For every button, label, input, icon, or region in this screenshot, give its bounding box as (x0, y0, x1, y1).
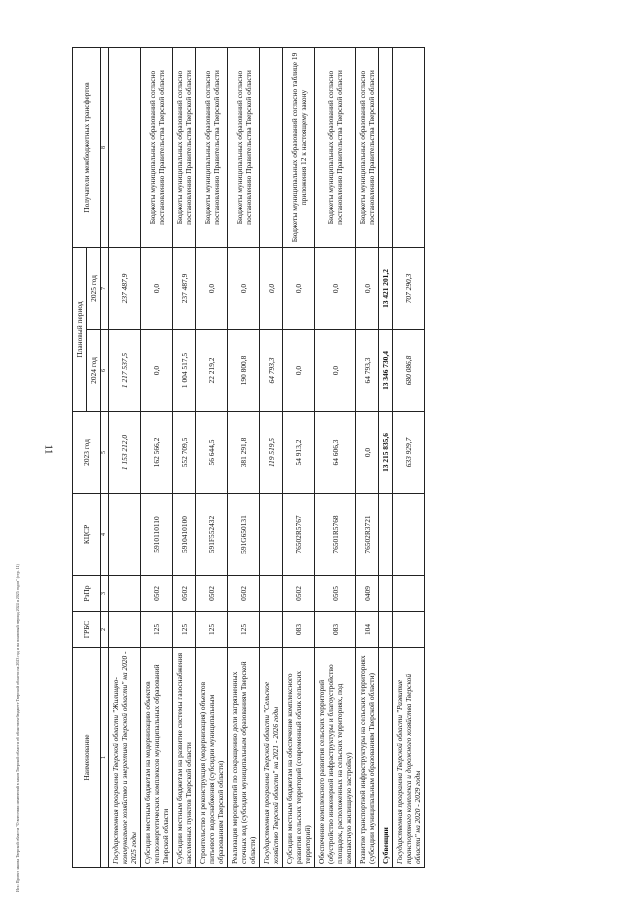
page-number: 11 (42, 444, 54, 455)
cell-recipient (109, 48, 141, 248)
cell-rzpr: 0502 (141, 576, 173, 612)
header-rzpr: РзПр (73, 576, 101, 612)
cell-2025: 0,0 (283, 248, 315, 330)
cell-name: Субсидии местным бюджетам на модернизацию объектов теплоэнергетических комплексов муниципальных образований Тверской области (141, 648, 173, 868)
cell-grbs (393, 612, 425, 648)
header-kcsr: КЦСР (73, 494, 101, 576)
table-row (196, 48, 228, 868)
cell-grbs: 083 (283, 612, 315, 648)
cell-2025: 237 487,9 (173, 248, 196, 330)
table-row (173, 48, 196, 868)
cell-2023: 552 709,5 (173, 412, 196, 494)
header-row (73, 48, 87, 868)
cell-kcsr: 591F552432 (196, 494, 228, 576)
column-number-row (101, 48, 109, 868)
cell-2024: 0,0 (141, 330, 173, 412)
cell-kcsr: 5910410100 (173, 494, 196, 576)
table-row (228, 48, 260, 868)
cell-2023: 13 215 835,6 (379, 412, 393, 494)
rotated-table-container (72, 48, 562, 868)
header-2024: 2024 год (87, 330, 101, 412)
cell-grbs: 125 (173, 612, 196, 648)
header-planned-period: Плановый период (73, 248, 87, 412)
cell-recipient: Бюджеты муниципальных образований согласно постановлению Правительства Тверской области (173, 48, 196, 248)
cell-recipient: Бюджеты муниципальных образований согласно постановлению Правительства Тверской области (315, 48, 356, 248)
cell-2023: 119 519,5 (260, 412, 283, 494)
cell-2024: 1 004 517,5 (173, 330, 196, 412)
cell-2025: 0,0 (141, 248, 173, 330)
cell-2025: 0,0 (228, 248, 260, 330)
cell-2025: 0,0 (315, 248, 356, 330)
cell-rzpr: 0502 (228, 576, 260, 612)
cell-name: Государственная программа Тверской области "Сельское хозяйство Тверской области" на 2021 - 2026 годы (260, 648, 283, 868)
cell-2024: 64 793,3 (356, 330, 379, 412)
cell-rzpr (109, 576, 141, 612)
cell-grbs (379, 612, 393, 648)
header-name: Наименование (73, 648, 101, 868)
cell-recipient: Бюджеты муниципальных образований согласно таблице 19 приложения 12 к настоящему закону (283, 48, 315, 248)
cell-recipient: Бюджеты муниципальных образований согласно постановлению Правительства Тверской области (141, 48, 173, 248)
cell-grbs: 104 (356, 612, 379, 648)
cell-rzpr (260, 576, 283, 612)
cell-rzpr (393, 576, 425, 612)
cell-2024: 0,0 (283, 330, 315, 412)
cell-2023: 56 644,5 (196, 412, 228, 494)
cell-2023: 54 913,2 (283, 412, 315, 494)
cell-kcsr: 76501R5768 (315, 494, 356, 576)
cell-rzpr: 0502 (196, 576, 228, 612)
cell-2025: 0,0 (196, 248, 228, 330)
cell-2025: 237 487,9 (109, 248, 141, 330)
cell-kcsr (260, 494, 283, 576)
cell-rzpr (379, 576, 393, 612)
cell-kcsr: 5910110110 (141, 494, 173, 576)
cell-2023: 162 566,2 (141, 412, 173, 494)
program-row (260, 48, 283, 868)
col-number: 1 (101, 648, 109, 868)
cell-kcsr (379, 494, 393, 576)
cell-recipient (393, 48, 425, 248)
col-number: 3 (101, 576, 109, 612)
cell-name: Развитие транспортной инфраструктуры на сельских территориях (субсидии муниципальным образованиям Тверской области) (356, 648, 379, 868)
col-number: 7 (101, 248, 109, 330)
table-row (141, 48, 173, 868)
cell-2025: 0,0 (260, 248, 283, 330)
cell-grbs (109, 612, 141, 648)
cell-name: Субсидии местным бюджетам на развитие системы газоснабжения населенных пунктов Тверской области (173, 648, 196, 868)
cell-rzpr: 0502 (283, 576, 315, 612)
cell-kcsr: 76502R3721 (356, 494, 379, 576)
cell-2024: 13 346 730,4 (379, 330, 393, 412)
cell-name: Государственная программа Тверской области "Жилищно-коммунальное хозяйство и энергетика Тверской области" на 2020 - 2025 годы (109, 648, 141, 868)
cell-grbs: 125 (228, 612, 260, 648)
cell-grbs: 083 (315, 612, 356, 648)
header-recipients: Получатели межбюджетных трансфертов (73, 48, 101, 248)
cell-2023: 381 291,8 (228, 412, 260, 494)
cell-grbs: 125 (141, 612, 173, 648)
cell-kcsr (393, 494, 425, 576)
cell-name: Государственная программа Тверской области "Развитие транспортного комплекса и дорожного хозяйства Тверской области" на 2020 - 2029 годы (393, 648, 425, 868)
cell-recipient (379, 48, 393, 248)
cell-recipient (260, 48, 283, 248)
footer-text: Исх: Проект закона Тверской области "О внесении изменений в закон Тверской области об областном бюджете Тверской области на 2023 год и на плановый период 2024 и 2025 годов" (стр. 11) (15, 564, 20, 892)
table-row (356, 48, 379, 868)
cell-2023: 64 606,3 (315, 412, 356, 494)
header-2025: 2025 год (87, 248, 101, 330)
program-row (109, 48, 141, 868)
cell-2024: 64 793,3 (260, 330, 283, 412)
cell-2024: 0,0 (315, 330, 356, 412)
cell-2023: 633 929,7 (393, 412, 425, 494)
col-number: 4 (101, 494, 109, 576)
cell-kcsr (109, 494, 141, 576)
cell-name: Субсидии местным бюджетам на обеспечение комплексного развития сельских территорий (современный облик сельских территорий) (283, 648, 315, 868)
table-row (283, 48, 315, 868)
cell-name: Обеспечение комплексного развития сельских территорий (обустройство инженерной инфраструктуры и благоустройство площадок, расположенных на сельских территориях, под компактную жилищную застройку) (315, 648, 356, 868)
cell-recipient: Бюджеты муниципальных образований согласно постановлению Правительства Тверской области (356, 48, 379, 248)
cell-2025: 0,0 (356, 248, 379, 330)
cell-2024: 190 800,8 (228, 330, 260, 412)
cell-2024: 1 217 537,5 (109, 330, 141, 412)
cell-grbs: 125 (196, 612, 228, 648)
cell-name: Реализация мероприятий по сокращению доли загрязненных сточных вод (субсидии муниципальным образованиям Тверской области) (228, 648, 260, 868)
table-body (109, 48, 425, 868)
cell-2024: 680 086,8 (393, 330, 425, 412)
col-number: 2 (101, 612, 109, 648)
header-grbs: ГРБС (73, 612, 101, 648)
cell-grbs (260, 612, 283, 648)
table-row (315, 48, 356, 868)
cell-recipient: Бюджеты муниципальных образований согласно постановлению Правительства Тверской области (196, 48, 228, 248)
cell-name: Строительство и реконструкция (модернизация) объектов питьевого водоснабжения (субсидии муниципальным образованиям Тверской области) (196, 648, 228, 868)
header-2023: 2023 год (73, 412, 101, 494)
cell-kcsr: 591G650131 (228, 494, 260, 576)
cell-rzpr: 0505 (315, 576, 356, 612)
cell-rzpr: 0409 (356, 576, 379, 612)
cell-kcsr: 76502R5767 (283, 494, 315, 576)
cell-2024: 22 219,2 (196, 330, 228, 412)
cell-2025: 707 290,3 (393, 248, 425, 330)
cell-2023: 0,0 (356, 412, 379, 494)
col-number: 6 (101, 330, 109, 412)
cell-name: Субвенции (379, 648, 393, 868)
cell-recipient: Бюджеты муниципальных образований согласно постановлению Правительства Тверской области (228, 48, 260, 248)
cell-2023: 1 153 212,0 (109, 412, 141, 494)
total-row (379, 48, 393, 868)
cell-2025: 13 421 201,2 (379, 248, 393, 330)
col-number: 8 (101, 48, 109, 248)
col-number: 5 (101, 412, 109, 494)
program-row (393, 48, 425, 868)
transfers-table (72, 47, 425, 868)
cell-rzpr: 0502 (173, 576, 196, 612)
